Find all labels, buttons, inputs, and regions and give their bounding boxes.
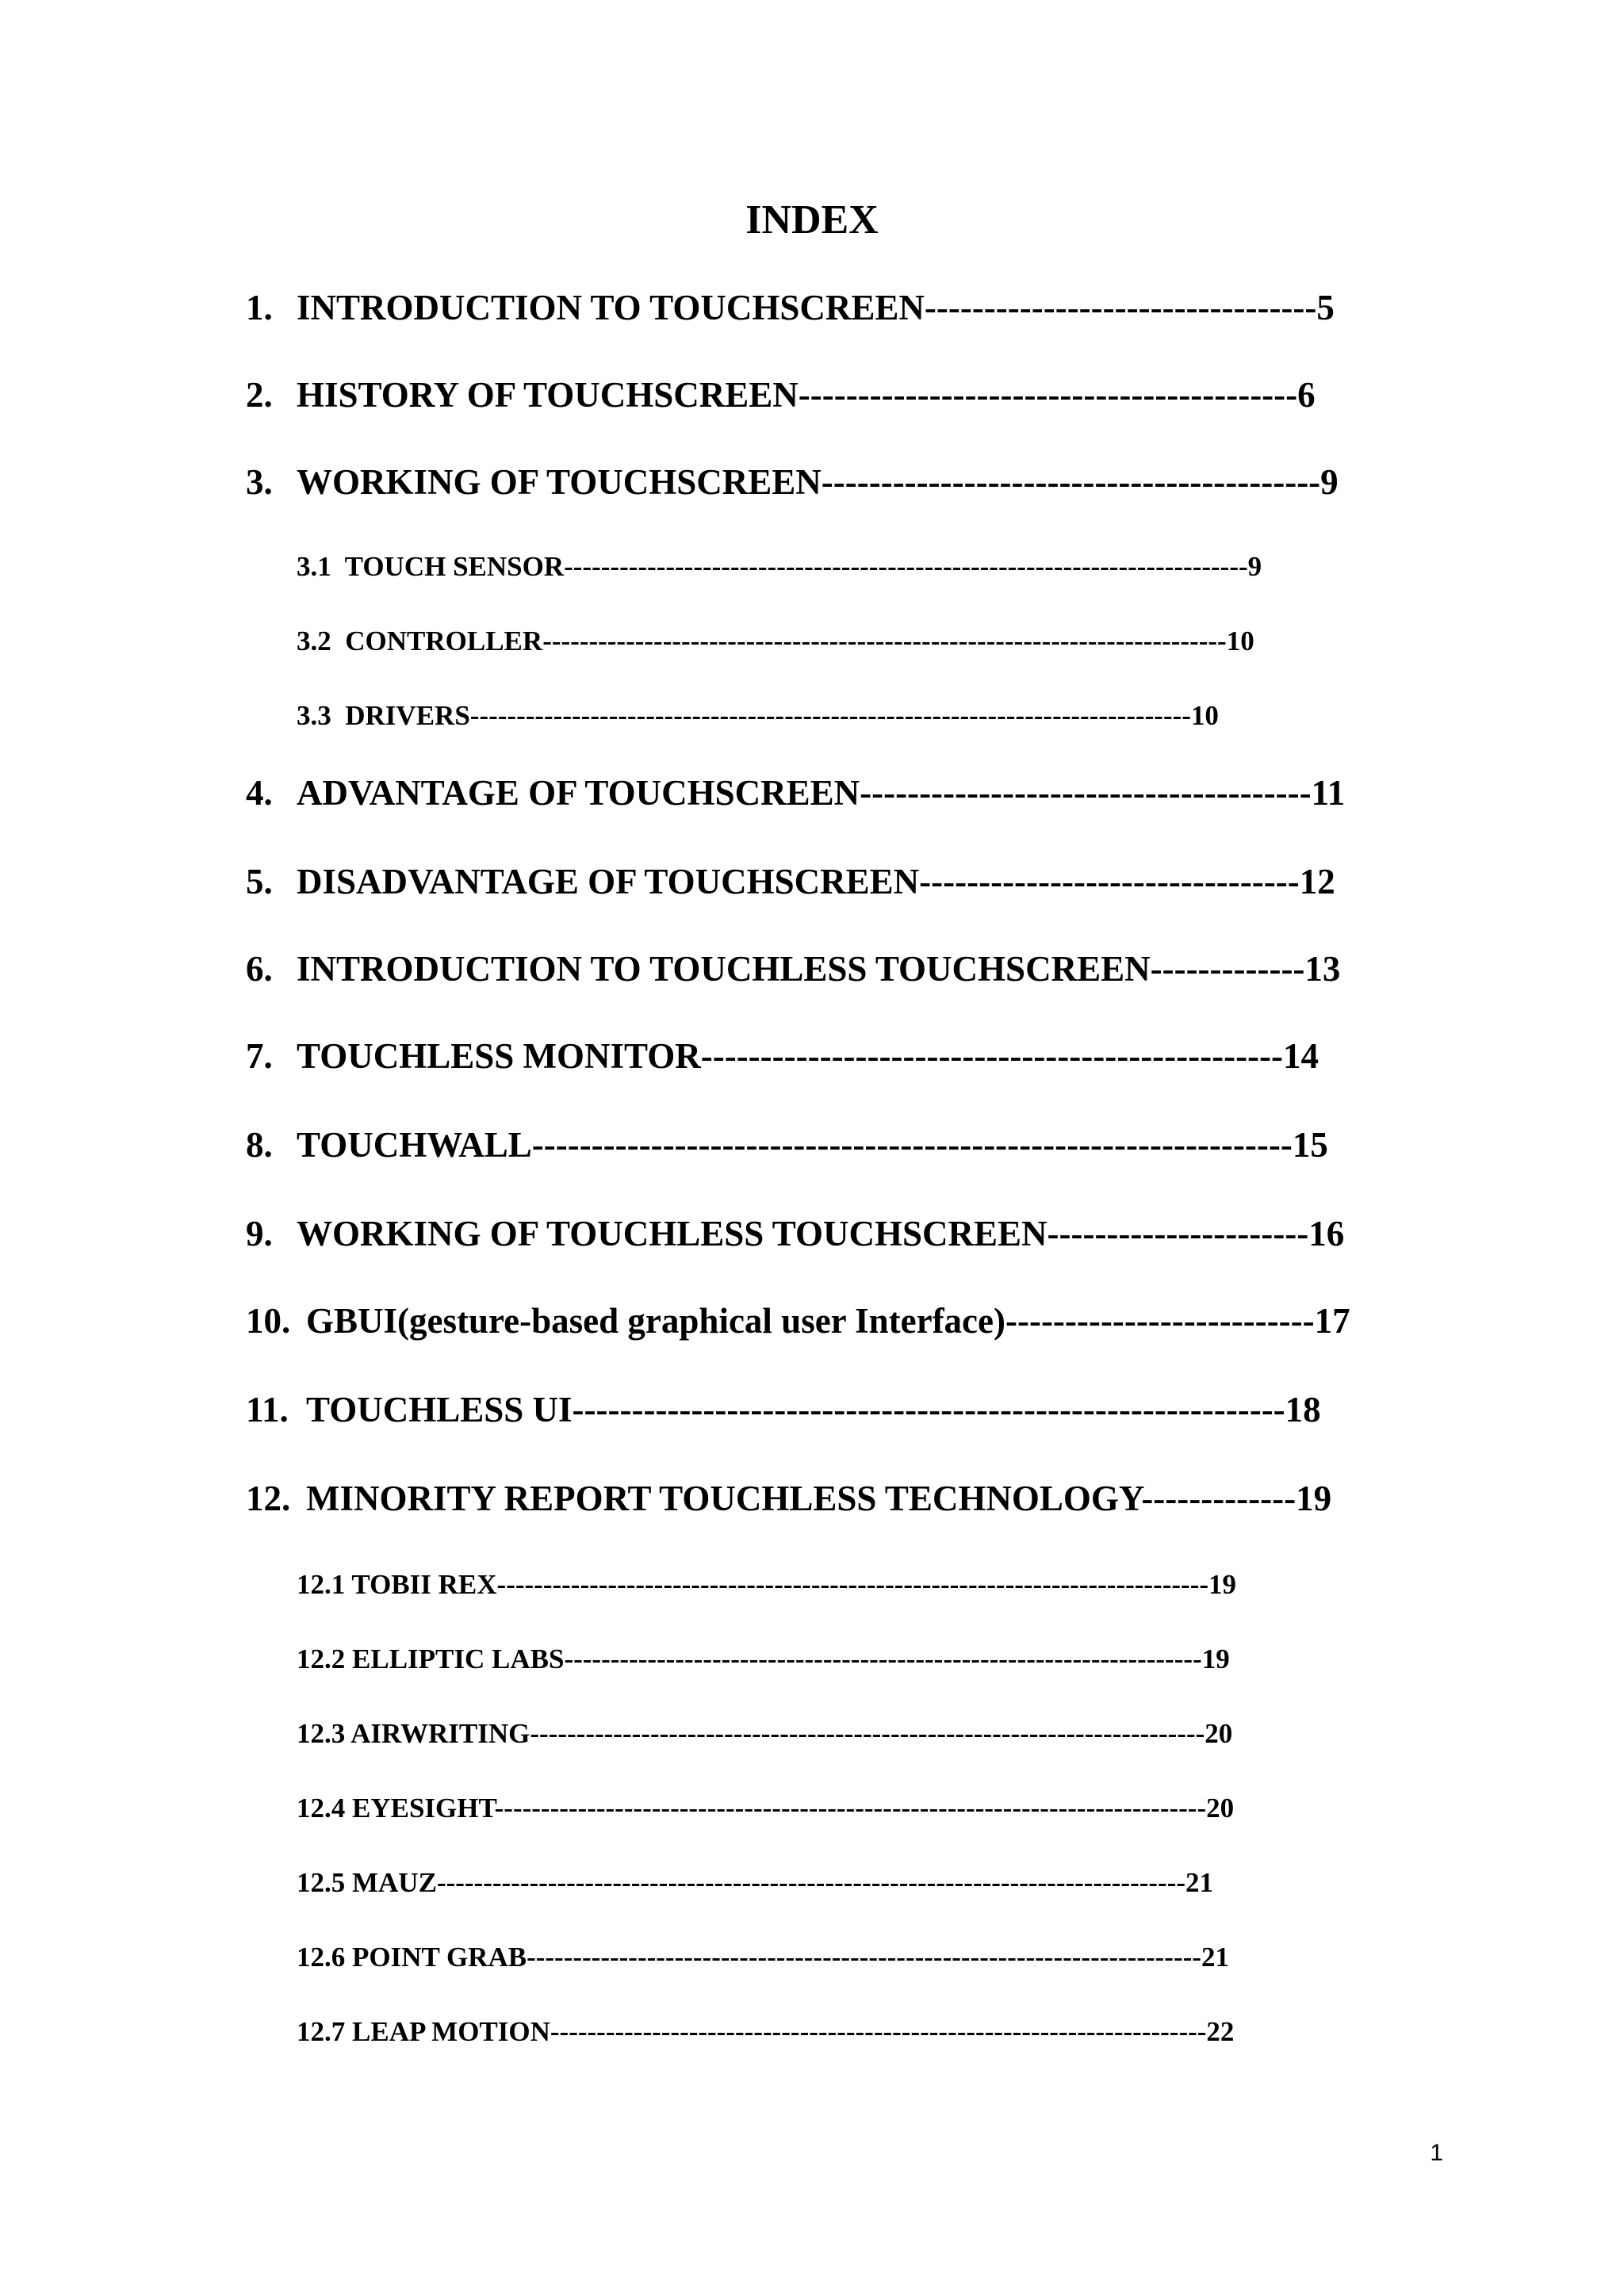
toc-entry-page: 6	[1297, 375, 1316, 415]
toc-entry-label: INTRODUCTION TO TOUCHLESS TOUCHSCREEN	[297, 949, 1151, 989]
toc-entry-label: TOUCH SENSOR	[344, 551, 565, 582]
toc-entry-label: ADVANTAGE OF TOUCHSCREEN	[297, 773, 860, 813]
toc-leader: --------------------------------------------------------------------------	[542, 626, 1227, 656]
toc-entry-12-2[interactable]	[297, 1641, 1419, 1678]
toc-entry-label: WORKING OF TOUCHLESS TOUCHSCREEN	[297, 1214, 1048, 1253]
toc-entry-number: 9.	[246, 1214, 273, 1253]
toc-entry-page: 13	[1304, 949, 1341, 989]
toc-entry-page: 19	[1296, 1479, 1332, 1518]
toc-entry-page: 21	[1201, 1942, 1229, 1973]
toc-entry-page: 20	[1205, 1718, 1233, 1749]
toc-entry-page: 20	[1206, 1793, 1235, 1823]
toc-leader: -------------------------------------------------	[700, 1036, 1284, 1076]
toc-leader: ------------------------------------------	[821, 462, 1321, 502]
toc-entry-12-7[interactable]	[297, 2014, 1419, 2050]
toc-entry-page: 12	[1299, 862, 1335, 901]
toc-leader: --------------------------------------------------------------------------	[564, 551, 1248, 582]
toc-entry-label: TOUCHWALL	[297, 1125, 532, 1165]
toc-entry-number: 7.	[246, 1036, 273, 1076]
toc-entry-label: MINORITY REPORT TOUCHLESS TECHNOLOGY	[306, 1479, 1142, 1518]
toc-entry-3[interactable]	[246, 458, 1427, 506]
toc-entry-label: WORKING OF TOUCHSCREEN	[297, 462, 822, 502]
toc-entry-6[interactable]	[246, 945, 1427, 993]
toc-entry-number: 12.4	[297, 1793, 346, 1823]
toc-entry-page: 17	[1314, 1301, 1350, 1341]
toc-entry-page: 15	[1292, 1125, 1328, 1165]
toc-entry-number: 11.	[246, 1390, 289, 1429]
toc-entry-page: 9	[1247, 551, 1262, 582]
toc-entry-8[interactable]	[246, 1121, 1427, 1169]
toc-entry-number: 12.5	[297, 1867, 346, 1898]
toc-entry-number: 6.	[246, 949, 273, 989]
toc-entry-number: 1.	[246, 288, 273, 327]
toc-leader: --------------------------	[1005, 1301, 1315, 1341]
toc-entry-label: TOUCHLESS UI	[306, 1390, 573, 1429]
toc-entry-label: POINT GRAB	[352, 1942, 527, 1973]
toc-leader: -------------------------------------------------------------------------	[527, 1942, 1201, 1973]
toc-leader: --------------------------------	[919, 862, 1300, 901]
toc-entry-number: 12.3	[297, 1718, 346, 1749]
toc-entry-page: 22	[1206, 2016, 1235, 2047]
toc-leader: ----------------------	[1047, 1214, 1309, 1253]
toc-entry-number: 12.6	[297, 1942, 346, 1973]
toc-leader: ------------------------------------------------------------------------------	[469, 700, 1191, 731]
toc-entry-3-2[interactable]	[297, 623, 1419, 660]
toc-entry-12-1[interactable]	[297, 1567, 1419, 1603]
toc-entry-label: EYESIGHT	[352, 1793, 495, 1823]
toc-entry-9[interactable]	[246, 1210, 1427, 1257]
toc-entry-label: DRIVERS	[345, 700, 470, 731]
toc-leader: ---------------------------------	[924, 288, 1317, 327]
toc-entry-number: 12.2	[297, 1644, 346, 1674]
toc-leader: -------------	[1141, 1479, 1297, 1518]
toc-entry-number: 3.2	[297, 626, 331, 656]
toc-entry-4[interactable]	[246, 769, 1427, 817]
toc-entry-number: 2.	[246, 375, 273, 415]
toc-entry-number: 3.3	[297, 700, 331, 731]
toc-entry-12-6[interactable]	[297, 1939, 1419, 1976]
toc-entry-11[interactable]	[246, 1386, 1427, 1433]
toc-entry-number: 12.	[246, 1479, 291, 1518]
toc-entry-label: DISADVANTAGE OF TOUCHSCREEN	[297, 862, 920, 901]
toc-leader: ----------------------------------------------------------------	[531, 1125, 1293, 1165]
toc-entry-label: LEAP MOTION	[352, 2016, 550, 2047]
toc-entry-label: GBUI(gesture-based graphical user Interface)	[306, 1301, 1005, 1341]
toc-entry-label: CONTROLLER	[345, 626, 543, 656]
toc-entry-number: 12.1	[297, 1569, 346, 1600]
toc-entry-page: 19	[1201, 1644, 1230, 1674]
toc-entry-7[interactable]	[246, 1032, 1427, 1080]
toc-leader: -----------------------------------------------------------------------------	[494, 1793, 1207, 1823]
toc-leader: -------------	[1150, 949, 1305, 989]
toc-entry-12-3[interactable]	[297, 1716, 1419, 1752]
toc-entry-page: 14	[1283, 1036, 1320, 1076]
toc-entry-label: HISTORY OF TOUCHSCREEN	[297, 375, 799, 415]
toc-leader: ---------------------------------------------------------------------	[564, 1644, 1202, 1674]
page-title: INDEX	[745, 197, 879, 243]
toc-leader: ------------------------------------------------------------	[572, 1390, 1285, 1429]
toc-entry-page: 9	[1320, 462, 1339, 502]
toc-entry-3-3[interactable]	[297, 698, 1419, 734]
toc-entry-12-5[interactable]	[297, 1865, 1419, 1901]
toc-entry-label: AIRWRITING	[350, 1718, 530, 1749]
toc-entry-number: 12.7	[297, 2016, 346, 2047]
toc-entry-number: 8.	[246, 1125, 273, 1165]
toc-entry-label: ELLIPTIC LABS	[352, 1644, 565, 1674]
toc-entry-page: 10	[1226, 626, 1254, 656]
toc-entry-3-1[interactable]	[297, 549, 1419, 585]
toc-leader: --------------------------------------	[860, 773, 1312, 813]
toc-entry-5[interactable]	[246, 858, 1427, 905]
toc-entry-number: 3.1	[297, 551, 331, 582]
toc-entry-12[interactable]	[246, 1475, 1427, 1522]
toc-entry-page: 5	[1316, 288, 1335, 327]
toc-entry-1[interactable]	[246, 284, 1427, 331]
toc-leader: -----------------------------------------------------------------------------	[496, 1569, 1209, 1600]
toc-entry-label: MAUZ	[352, 1867, 437, 1898]
toc-entry-page: 16	[1308, 1214, 1345, 1253]
toc-entry-page: 18	[1285, 1390, 1321, 1429]
toc-entry-page: 19	[1208, 1569, 1237, 1600]
toc-entry-10[interactable]	[246, 1297, 1427, 1345]
toc-entry-page: 11	[1311, 773, 1346, 813]
toc-entry-number: 4.	[246, 773, 273, 813]
toc-leader: ------------------------------------------	[798, 375, 1298, 415]
toc-entry-label: INTRODUCTION TO TOUCHSCREEN	[297, 288, 925, 327]
toc-leader: -----------------------------------------------------------------------	[550, 2016, 1207, 2047]
page-number: 1	[1430, 2140, 1443, 2166]
toc-entry-label: TOBII REX	[351, 1569, 497, 1600]
toc-entry-number: 3.	[246, 462, 273, 502]
toc-entry-page: 10	[1190, 700, 1219, 731]
toc-entry-page: 21	[1185, 1867, 1214, 1898]
toc-entry-12-4[interactable]	[297, 1790, 1419, 1827]
toc-entry-2[interactable]	[246, 371, 1427, 419]
toc-leader: -------------------------------------------------------------------------	[530, 1718, 1205, 1749]
toc-entry-number: 5.	[246, 862, 273, 901]
toc-entry-number: 10.	[246, 1301, 291, 1341]
toc-entry-label: TOUCHLESS MONITOR	[297, 1036, 701, 1076]
toc-leader: ---------------------------------------------------------------------------------	[436, 1867, 1186, 1898]
